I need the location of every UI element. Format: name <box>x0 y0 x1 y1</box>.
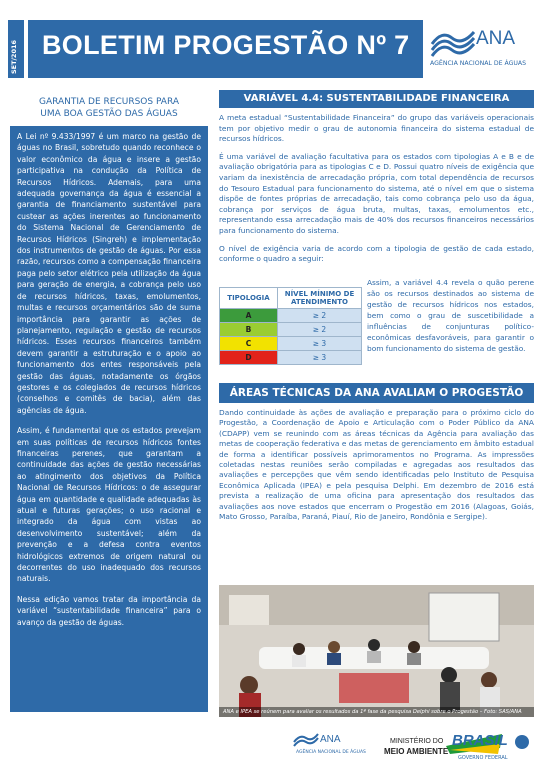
left-paragraph-1: A Lei nº 9.433/1997 é um marco na gestão de águas no Brasil, sobretudo quando reconhece o valor econômico da água e insere a gestão participativa na condução da Política de Recursos Hídricos. Ademais, para uma adequada governança da água é essencial a garantia de financiamento sustentável para custear as ações inerentes ao funcionamento do Sistema Nacional de Gerenciamento de Recursos Hídricos (Singreh) e implementação dos instrumentos de gestão de águas. Por essa razão, recursos como a compensação financeira paga pelo setor elétrico pela utilização da água para geração de energia, a cobrança pelo uso de recursos hídricos, taxas, emolumentos, multas e recursos orçamentários são de suma importância para garantir as ações de planejamento, regulação e gestão de recursos hídricos. Esses recursos financeiros também devem garantir a estruturação e o apoio ao funcionamento dos entes responsáveis pela gestão das águas, notadamente os órgãos gestores e os colegiados de recursos hídricos (conselhos e comitês de bacia), além das agências de água. <box>17 132 201 415</box>
tipologia-table <box>219 287 362 365</box>
footer-ministerio-line2: MEIO AMBIENTE <box>384 747 449 756</box>
left-column-title <box>10 90 208 127</box>
section1-side-paragraph: Assim, a variável 4.4 revela o quão perene são os recursos destinados ao sistema de gestão de recursos hídricos nos estados, bem como o grau de suscetibilidade a influências de conjunturas político-econômicas desfavoráveis, para garantir o bom funcionamento do sistema de gestão. <box>367 278 534 353</box>
left-article-box <box>10 126 208 712</box>
section2-title: ÁREAS TÉCNICAS DA ANA AVALIAM O PROGESTÃO <box>229 387 524 399</box>
tipologia-cell: B <box>220 323 278 337</box>
meeting-photo <box>219 585 534 717</box>
date-tab <box>8 20 24 78</box>
section1-side-text <box>367 277 534 361</box>
tipologia-cell: C <box>220 337 278 351</box>
ana-logo-subtitle: AGÊNCIA NACIONAL DE ÁGUAS <box>430 60 527 67</box>
tipologia-cell: D <box>220 351 278 365</box>
nivel-cell: ≥ 3 <box>278 351 362 365</box>
section1-title: VARIÁVEL 4.4: SUSTENTABILIDADE FINANCEIRA <box>243 93 510 104</box>
section2-header <box>219 383 534 403</box>
left-title-line2: UMA BOA GESTÃO DAS ÁGUAS <box>40 109 178 119</box>
footer-governo-text: GOVERNO FEDERAL <box>458 755 508 761</box>
table-row <box>220 309 362 323</box>
ana-wave-icon <box>430 24 476 58</box>
table-row <box>220 351 362 365</box>
nivel-cell: ≥ 2 <box>278 309 362 323</box>
table-row <box>220 337 362 351</box>
footer-brasil-text: BRASIL <box>452 732 508 749</box>
nivel-cell: ≥ 3 <box>278 337 362 351</box>
left-title-line1: GARANTIA DE RECURSOS PARA <box>38 97 180 107</box>
tipologia-cell: A <box>220 309 278 323</box>
ana-logo-text: ANA <box>476 28 516 49</box>
meeting-illustration <box>219 585 534 717</box>
title-bar <box>28 20 423 78</box>
section2-text <box>219 408 534 529</box>
page-header <box>0 0 541 82</box>
left-paragraph-3: Nessa edição vamos tratar da importância da variável “sustentabilidade financeira” para o avanço da gestão de águas. <box>17 594 201 627</box>
section1-p3: O nível de exigência varia de acordo com a tipologia de gestão de cada estado, conforme o quadro a seguir: <box>219 243 534 264</box>
nivel-cell: ≥ 2 <box>278 323 362 337</box>
table-row <box>220 323 362 337</box>
section1-p2: É uma variável de avaliação facultativa para os estados com tipologias A e B e de avaliação obrigatória para as tipologias C e D. Possui quatro níveis de exigência que variam da inexistência de arrecadação própria, com total dependência de recursos do Tesouro Estadual para funcionamento do sistema, até o nível em que o sistema dispõe de fontes próprias de arrecadação, tais como cobrança pelo uso da água, cobrança por serviços de água bruta, multas, taxas, emolumentos etc., representando essa arrecadação mais de 40% dos recursos financeiros necessários para funcionamento do sistema. <box>219 151 534 235</box>
date-label: SET/2016 <box>10 39 18 74</box>
section1-text <box>219 113 534 272</box>
section1-p1: A meta estadual “Sustentabilidade Financeira” do grupo das variáveis operacionais tem por objetivo medir o grau de autonomia financeira do sistema estadual de recursos hídricos. <box>219 113 534 144</box>
table-header-nivel: NÍVEL MÍNIMO DE ATENDIMENTO <box>278 288 362 309</box>
footer-ana-text: ANA <box>320 734 341 745</box>
left-paragraph-2: Assim, é fundamental que os estados prevejam em suas políticas de recursos hídricos fontes financeiras perenes, que garantam a continuidade das ações de gestão necessárias ao atingimento dos objetivos da Política Nacional de Recursos Hídricos: o de assegurar água em quantidade e qualidade adequadas às atual e futuras gerações; o uso racional e integrado da água com vistas ao desenvolvimento sustentável; além da prevenção e a defesa contra eventos hidrológicos extremos de origem natural ou decorrentes do uso inadequado dos recursos naturais. <box>17 426 201 584</box>
photo-caption: ANA e IPEA se reúnem para avaliar os resultados da 1ª fase da pesquisa Delphi sobre o Progestão – Foto: SAS/ANA <box>219 707 534 717</box>
page-title: BOLETIM PROGESTÃO Nº 7 <box>42 30 410 60</box>
table-header-tipologia: TIPOLOGIA <box>220 288 278 309</box>
footer-ana-subtitle: AGÊNCIA NACIONAL DE ÁGUAS <box>296 750 366 755</box>
footer-ministerio-line1: MINISTÉRIO DO <box>390 738 444 745</box>
ana-logo <box>430 24 538 74</box>
section1-header <box>219 90 534 108</box>
footer-logos <box>290 724 535 764</box>
section2-p1: Dando continuidade às ações de avaliação e preparação para o próximo ciclo do Progestão, a Coordenação de Apoio e Articulação com o Poder Público da ANA (CDAPP) vem se reunindo com as áreas técnicas da Agência para avaliação das metas de cooperação federativa e das metas de gerenciamento em âmbito estadual de forma a identificar possíveis aprimoramentos no Programa. As impressões coletadas nestas reuniões serão compiladas e agregadas aos resultados das avaliações e percepções que vêm sendo identificadas pelo Instituto de Pesquisa Econômica Aplicada (IPEA) e pela pesquisa Delphi. Em dezembro de 2016 está prevista a realização de uma oficina para apresentação dos resultados das avaliações aos nove estados que encerram o Progestão em 2016 (Alagoas, Goiás, Mato Grosso, Paraíba, Paraná, Piauí, Rio de Janeiro, Rondônia e Sergipe). <box>219 408 534 522</box>
